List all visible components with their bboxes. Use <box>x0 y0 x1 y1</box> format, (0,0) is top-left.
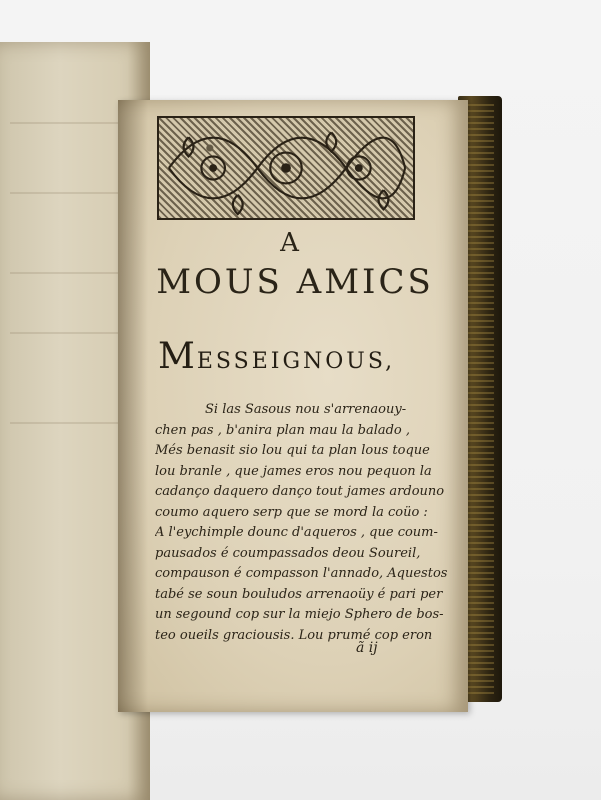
text-line: compauson é compasson l'annado, Aquestos <box>155 566 447 581</box>
bleed-through-line <box>10 122 130 124</box>
text-line: Més benasit sio lou qui ta plan lous toque <box>155 443 430 458</box>
text-line: pausados é coumpassados deou Soureil, <box>155 545 421 561</box>
text-line: chen pas , b'anira plan mau la balado , <box>155 422 411 438</box>
text-line: A l'eychimple dounc d'aqueros , que coum- <box>155 525 438 540</box>
salutation-initial: M <box>158 336 197 377</box>
text-line: Si las Sasous nou s'arrenaouy- <box>205 402 407 417</box>
salutation <box>158 336 438 377</box>
bleed-through-line <box>10 272 130 274</box>
ornamental-headpiece <box>157 116 415 220</box>
gutter-shadow <box>118 100 148 712</box>
heading-letter: A <box>280 228 300 258</box>
salutation-rest: ESSEIGNOUS, <box>196 349 396 374</box>
text-line: un segound cop sur la miejo Sphero de bos- <box>155 607 444 622</box>
body-text <box>155 400 447 646</box>
signature-mark: ã ij <box>356 640 378 656</box>
text-line: teo oueils graciousis. Lou prumé cop eron <box>155 627 433 643</box>
bleed-through-line <box>10 332 130 334</box>
bleed-through-line <box>10 422 130 424</box>
bleed-through-line <box>10 192 130 194</box>
text-line: lou branle , que james eros nou pequon la <box>155 463 432 479</box>
page-title: MOUS AMICS <box>156 262 434 302</box>
floral-ornament-icon <box>159 118 413 218</box>
text-line: cadanço daquero danço tout james ardouno <box>155 484 445 499</box>
text-line: coumo aquero serp que se mord la coüo : <box>155 504 428 520</box>
text-line: tabé se soun bouludos arrenaoüy é pari per <box>155 586 443 602</box>
